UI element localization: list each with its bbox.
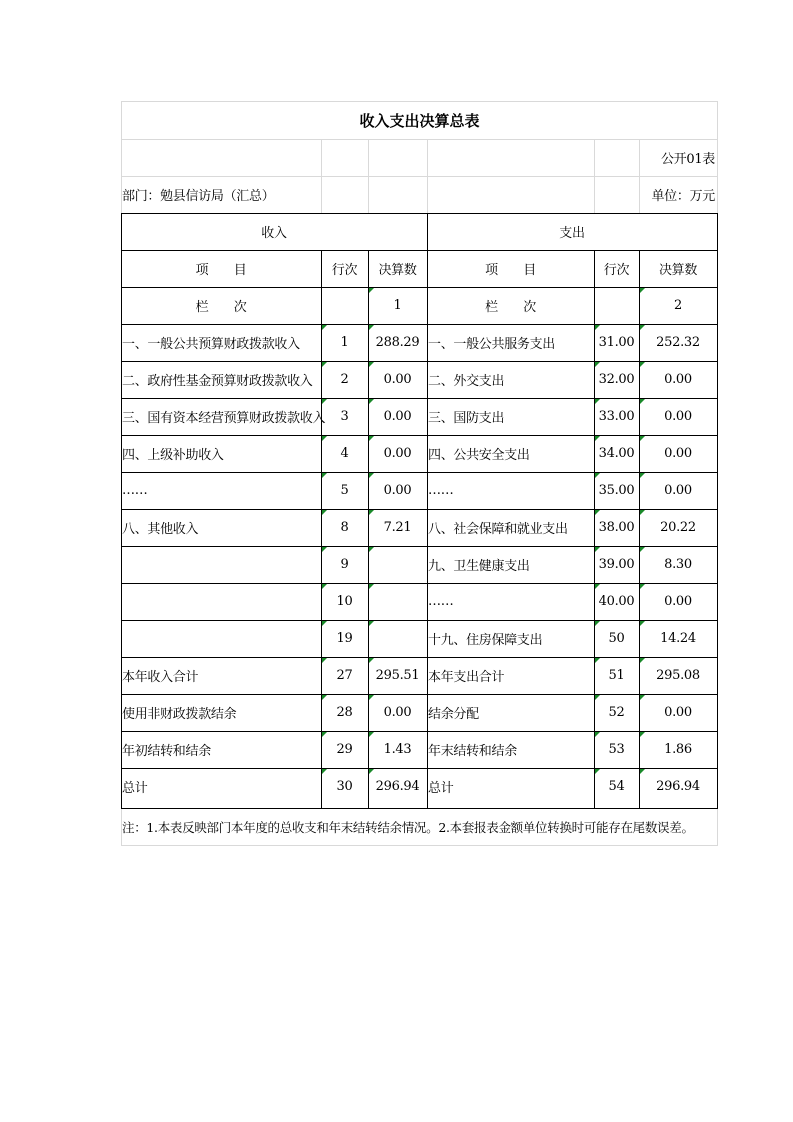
comment-flag-icon [640, 436, 645, 441]
table-border [121, 546, 718, 547]
comment-flag-icon [595, 399, 600, 404]
comment-flag-icon [595, 473, 600, 478]
comment-flag-icon [369, 658, 374, 663]
income-amount-cell [368, 583, 427, 620]
comment-flag-icon [595, 325, 600, 330]
comment-flag-icon [640, 658, 645, 663]
income-line-cell: 9 [340, 557, 349, 572]
comment-flag-icon [322, 658, 327, 663]
comment-flag-icon [595, 510, 600, 515]
income-line-cell: 2 [340, 372, 349, 387]
comment-flag-icon [595, 621, 600, 626]
income-item-cell: 本年收入合计 [122, 670, 199, 685]
unit-label: 单位：万元 [651, 189, 715, 204]
income-item-cell: 八、其他收入 [122, 522, 199, 537]
expense-item-cell: 四、公共安全支出 [428, 448, 530, 463]
income-line-cell: 27 [336, 668, 353, 683]
comment-flag-icon [640, 325, 645, 330]
income-item-cell: 年初结转和结余 [122, 744, 211, 759]
comment-flag-icon [369, 436, 374, 441]
expense-item-cell: 九、卫生健康支出 [428, 559, 530, 574]
table-border [121, 472, 718, 473]
expense-line-cell: 40.00 [598, 594, 635, 609]
expense-item-cell: 三、国防支出 [428, 411, 505, 426]
expense-amount-cell: 0.00 [664, 594, 692, 609]
footnote: 注：1.本表反映部门本年度的总收支和年末结转结余情况。2.本套报表金额单位转换时可能存在尾数误差。 [122, 819, 694, 835]
income-item-cell: 三、国有资本经营预算财政拨款收入 [122, 411, 326, 426]
income-amount-cell: 0.00 [383, 483, 412, 498]
expense-section-header: 支出 [559, 226, 585, 241]
table-border [121, 620, 718, 621]
comment-flag-icon [369, 362, 374, 367]
expense-amount-cell: 295.08 [656, 668, 700, 683]
income-item-cell: …… [122, 483, 148, 498]
gridline [427, 139, 428, 213]
expense-item-cell: 二、外交支出 [428, 374, 505, 389]
income-item-cell [121, 620, 322, 657]
comment-flag-icon [322, 695, 327, 700]
income-amount-cell: 0.00 [383, 705, 412, 720]
form-code: 公开01表 [660, 152, 715, 167]
expense-line-cell: 35.00 [598, 483, 635, 498]
expense-line-cell: 33.00 [598, 409, 635, 424]
income-column-number: 1 [393, 298, 402, 313]
table-border [121, 435, 718, 436]
expense-amount-cell: 252.32 [656, 335, 700, 350]
expense-line-cell: 34.00 [598, 446, 635, 461]
comment-flag-icon [322, 584, 327, 589]
comment-flag-icon [595, 362, 600, 367]
expense-item-cell: 十九、住房保障支出 [428, 633, 543, 648]
table-border [121, 694, 718, 695]
expense-line-cell: 38.00 [598, 520, 635, 535]
comment-flag-icon [640, 584, 645, 589]
expense-line-cell: 54 [608, 779, 625, 794]
comment-flag-icon [595, 732, 600, 737]
income-line-cell: 10 [336, 594, 353, 609]
income-item-cell: 总计 [122, 781, 148, 796]
expense-item-header: 项 目 [485, 263, 536, 278]
income-line-cell: 5 [340, 483, 349, 498]
expense-amount-cell: 0.00 [664, 446, 692, 461]
income-section-header: 收入 [261, 226, 287, 241]
expense-line-cell: 53 [608, 742, 625, 757]
expense-line-cell: 51 [608, 668, 625, 683]
comment-flag-icon [595, 547, 600, 552]
expense-line-cell: 50 [608, 631, 625, 646]
income-line-cell: 29 [336, 742, 353, 757]
comment-flag-icon [322, 473, 327, 478]
income-item-cell: 一、一般公共预算财政拨款收入 [122, 337, 300, 352]
expense-column-label: 栏 次 [485, 300, 536, 315]
income-amount-header: 决算数 [378, 263, 417, 278]
income-item-cell: 四、上级补助收入 [122, 448, 224, 463]
comment-flag-icon [322, 399, 327, 404]
table-border [717, 213, 718, 809]
expense-line-cell: 39.00 [598, 557, 635, 572]
expense-item-cell: 本年支出合计 [428, 670, 505, 685]
comment-flag-icon [369, 621, 374, 626]
comment-flag-icon [322, 510, 327, 515]
income-amount-cell [368, 620, 427, 657]
income-amount-cell [368, 546, 427, 583]
expense-amount-cell: 20.22 [660, 520, 696, 535]
comment-flag-icon [322, 769, 327, 774]
comment-flag-icon [640, 732, 645, 737]
income-amount-cell: 295.51 [375, 668, 420, 683]
comment-flag-icon [640, 547, 645, 552]
comment-flag-icon [369, 547, 374, 552]
expense-amount-cell: 0.00 [664, 372, 692, 387]
expense-line-cell: 52 [608, 705, 625, 720]
expense-amount-cell: 1.86 [664, 742, 692, 757]
comment-flag-icon [640, 399, 645, 404]
comment-flag-icon [640, 510, 645, 515]
table-border [121, 583, 718, 584]
income-amount-cell: 0.00 [383, 409, 412, 424]
income-item-cell [121, 546, 322, 583]
income-amount-cell: 7.21 [383, 520, 412, 535]
income-line-cell: 28 [336, 705, 353, 720]
table-border [121, 361, 718, 362]
expense-item-cell: …… [428, 594, 454, 609]
expense-item-cell: …… [428, 483, 454, 498]
comment-flag-icon [369, 473, 374, 478]
expense-item-cell: 年末结转和结余 [428, 744, 517, 759]
income-line-cell: 19 [336, 631, 353, 646]
income-amount-cell: 288.29 [375, 335, 420, 350]
comment-flag-icon [322, 436, 327, 441]
gridline [121, 139, 718, 140]
income-amount-cell: 0.00 [383, 372, 412, 387]
expense-item-cell: 八、社会保障和就业支出 [428, 522, 568, 537]
income-line-cell: 3 [340, 409, 349, 424]
income-line-cell: 30 [336, 779, 353, 794]
comment-flag-icon [640, 473, 645, 478]
comment-flag-icon [595, 658, 600, 663]
table-border [121, 657, 718, 658]
comment-flag-icon [322, 362, 327, 367]
table-border [121, 768, 718, 769]
comment-flag-icon [640, 288, 645, 293]
comment-flag-icon [369, 399, 374, 404]
comment-flag-icon [322, 325, 327, 330]
expense-amount-cell: 14.24 [660, 631, 696, 646]
comment-flag-icon [595, 436, 600, 441]
expense-line-cell: 32.00 [598, 372, 635, 387]
comment-flag-icon [595, 769, 600, 774]
table-border [121, 731, 718, 732]
comment-flag-icon [322, 732, 327, 737]
comment-flag-icon [640, 769, 645, 774]
expense-amount-cell: 8.30 [664, 557, 692, 572]
income-item-cell: 二、政府性基金预算财政拨款收入 [122, 374, 313, 389]
comment-flag-icon [369, 288, 374, 293]
expense-amount-cell: 0.00 [664, 705, 692, 720]
comment-flag-icon [369, 584, 374, 589]
expense-item-cell: 一、一般公共服务支出 [428, 337, 556, 352]
comment-flag-icon [640, 621, 645, 626]
expense-amount-cell: 0.00 [664, 483, 692, 498]
department-label: 部门：勉县信访局（汇总） [122, 189, 275, 204]
comment-flag-icon [369, 769, 374, 774]
expense-item-cell: 总计 [428, 781, 454, 796]
income-line-cell: 4 [340, 446, 349, 461]
income-amount-cell: 296.94 [375, 779, 420, 794]
comment-flag-icon [322, 547, 327, 552]
income-item-cell: 使用非财政拨款结余 [122, 707, 237, 722]
comment-flag-icon [640, 695, 645, 700]
comment-flag-icon [369, 732, 374, 737]
income-line-cell: 1 [340, 335, 349, 350]
report-title: 收入支出决算总表 [359, 111, 480, 130]
comment-flag-icon [369, 510, 374, 515]
income-line-cell: 8 [340, 520, 349, 535]
comment-flag-icon [322, 621, 327, 626]
expense-item-cell: 结余分配 [428, 707, 479, 722]
expense-line-cell: 31.00 [598, 335, 635, 350]
expense-column-number: 2 [674, 298, 682, 313]
income-item-cell [121, 583, 322, 620]
comment-flag-icon [595, 584, 600, 589]
comment-flag-icon [640, 362, 645, 367]
income-line-header: 行次 [331, 263, 358, 278]
expense-amount-cell: 0.00 [664, 409, 692, 424]
expense-amount-header: 决算数 [658, 263, 698, 278]
expense-line-header: 行次 [603, 263, 630, 278]
income-amount-cell: 1.43 [383, 742, 412, 757]
table-border [121, 509, 718, 510]
income-item-header: 项 目 [195, 263, 247, 278]
income-amount-cell: 0.00 [383, 446, 412, 461]
income-column-label: 栏 次 [195, 300, 247, 315]
expense-amount-cell: 296.94 [656, 779, 700, 794]
table-border [121, 398, 718, 399]
comment-flag-icon [595, 695, 600, 700]
comment-flag-icon [369, 325, 374, 330]
gridline [121, 845, 718, 846]
comment-flag-icon [369, 695, 374, 700]
